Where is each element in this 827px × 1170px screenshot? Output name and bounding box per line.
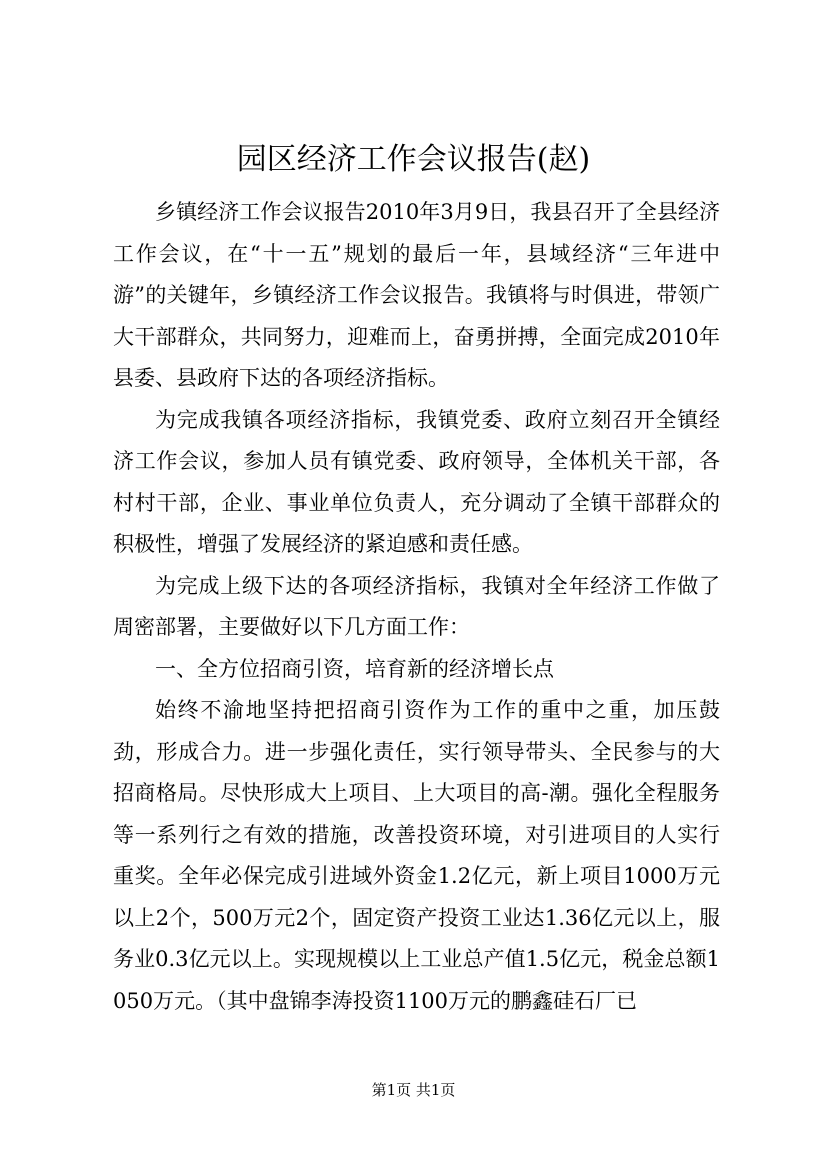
section-heading-1: 一、全方位招商引资，培育新的经济增长点 — [155, 656, 554, 681]
document-title: 园区经济工作会议报告(赵) — [236, 142, 591, 177]
paragraph-meeting: 为完成我镇各项经济指标，我镇党委、政府立刻召开全镇经济工作会议，参加人员有镇党委、政府领导，全体机关干部，各村村干部，企业、事业单位负责人，充分调动了全镇干部群众的积极性，增强了发展经济的紧迫感和责任感。 — [113, 407, 720, 556]
paragraph-deployment: 为完成上级下达的各项经济指标，我镇对全年经济工作做了周密部署，主要做好以下几方面工作： — [113, 573, 720, 639]
paragraph-investment: 始终不渝地坚持把招商引资作为工作的重中之重，加压鼓劲，形成合力。进一步强化责任，实行领导带头、全民参与的大招商格局。尽快形成大上项目、上大项目的高-潮。强化全程服务等一系列行之有效的措施，改善投资环境，对引进项目的人实行重奖。全年必保完成引进域外资金1.2亿元，新上项目1000万元以上2个，500万元2个，固定资产投资工业达1.36亿元以上，服务业0.3亿元以上。实现规模以上工业总产值1.5亿元，税金总额1050万元。（其中盘锦李涛投资1100万元的鹏鑫硅石厂已 — [113, 698, 720, 1013]
page-footer: 第1页 共1页 — [371, 1081, 456, 1099]
document-body — [113, 192, 720, 1022]
paragraph-intro: 乡镇经济工作会议报告2010年3月9日，我县召开了全县经济工作会议，在“十一五”规划的最后一年，县域经济“三年进中游”的关键年，乡镇经济工作会议报告。我镇将与时俱进，带领广大干部群众，共同努力，迎难而上，奋勇拼搏，全面完成2010年县委、县政府下达的各项经济指标。 — [113, 200, 720, 390]
